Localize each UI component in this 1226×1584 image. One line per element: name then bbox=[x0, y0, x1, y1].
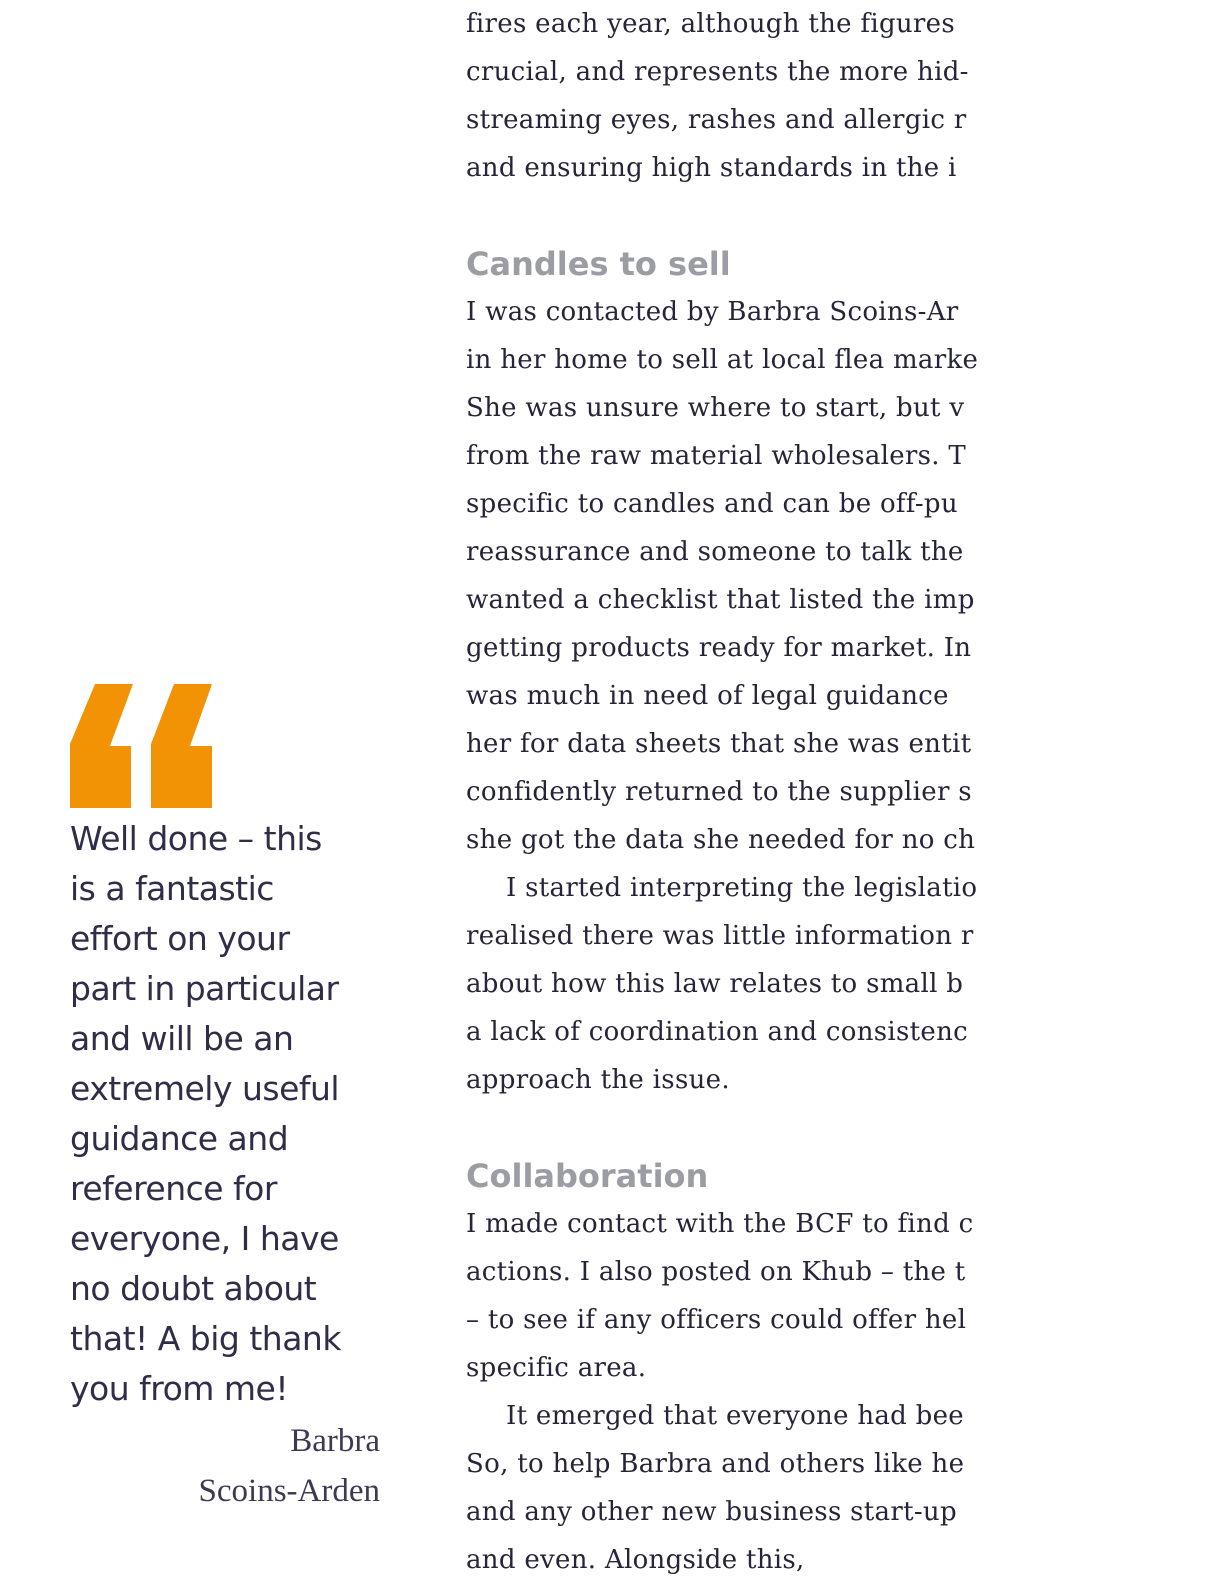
text-line: is a fantastic bbox=[70, 869, 274, 908]
text-line: Scoins-Arden bbox=[198, 1473, 380, 1509]
text-line: from the raw material wholesalers. T bbox=[466, 441, 967, 471]
text-line: actions. I also posted on Khub – the t bbox=[466, 1257, 966, 1287]
text-line: extremely useful bbox=[70, 1069, 340, 1108]
text-line: no doubt about bbox=[70, 1269, 317, 1308]
text-line: – to see if any officers could offer hel bbox=[466, 1305, 967, 1335]
text-line: It emerged that everyone had bee bbox=[506, 1401, 964, 1431]
testimonial-sidebar bbox=[70, 684, 380, 1516]
text-line: was much in need of legal guidance bbox=[466, 681, 949, 711]
intro-paragraph bbox=[466, 0, 1226, 192]
text-line: and any other new business start-up bbox=[466, 1497, 957, 1527]
text-line: fires each year, although the figures bbox=[466, 9, 955, 39]
text-line: Well done – this bbox=[70, 819, 322, 858]
text-line: realised there was little information r bbox=[466, 921, 974, 951]
paragraph-candles-2 bbox=[466, 864, 1226, 1104]
article-body bbox=[466, 0, 1024, 1575]
text-line: specific area. bbox=[466, 1353, 647, 1383]
text-line: getting products ready for market. In bbox=[466, 633, 972, 663]
section-heading-candles: Candles to sell bbox=[466, 245, 731, 283]
text-line: and even. Alongside this, bbox=[466, 1545, 805, 1575]
testimonial-author bbox=[70, 1416, 380, 1516]
text-line: reference for bbox=[70, 1169, 277, 1208]
text-line: and ensuring high standards in the i bbox=[466, 153, 957, 183]
text-line: I was contacted by Barbra Scoins-Ar bbox=[466, 297, 959, 327]
text-line: crucial, and represents the more hid- bbox=[466, 57, 969, 87]
paragraph-collaboration-2 bbox=[466, 1392, 1226, 1584]
section-heading-collaboration: Collaboration bbox=[466, 1157, 709, 1195]
text-line: guidance and bbox=[70, 1119, 289, 1158]
text-line: you from me! bbox=[70, 1369, 289, 1408]
text-line: everyone, I have bbox=[70, 1219, 339, 1258]
text-line: She was unsure where to start, but v bbox=[466, 393, 965, 423]
text-line: part in particular bbox=[70, 969, 339, 1008]
text-line: streaming eyes, rashes and allergic r bbox=[466, 105, 967, 135]
text-line: reassurance and someone to talk the bbox=[466, 537, 964, 567]
text-line: that! A big thank bbox=[70, 1319, 341, 1358]
testimonial-quote bbox=[70, 814, 380, 1414]
text-line: in her home to sell at local flea marke bbox=[466, 345, 979, 375]
text-line: and will be an bbox=[70, 1019, 294, 1058]
text-line: I made contact with the BCF to find c bbox=[466, 1209, 974, 1239]
text-line: I started interpreting the legislatio bbox=[506, 873, 978, 903]
text-line: So, to help Barbra and others like he bbox=[466, 1449, 965, 1479]
text-line: confidently returned to the supplier s bbox=[466, 777, 972, 807]
text-line: she got the data she needed for no ch bbox=[466, 825, 976, 855]
text-line: a lack of coordination and consistenc bbox=[466, 1017, 968, 1047]
paragraph-candles-1 bbox=[466, 288, 1226, 864]
paragraph-collaboration-1 bbox=[466, 1200, 1226, 1392]
text-line: approach the issue. bbox=[466, 1065, 730, 1095]
text-line: about how this law relates to small b bbox=[466, 969, 964, 999]
text-line: specific to candles and can be off-pu bbox=[466, 489, 958, 519]
text-line: wanted a checklist that listed the imp bbox=[466, 585, 975, 615]
quote-mark-icon bbox=[70, 684, 214, 810]
text-line: Barbra bbox=[290, 1423, 380, 1459]
text-line: her for data sheets that she was entit bbox=[466, 729, 972, 759]
text-line: effort on your bbox=[70, 919, 290, 958]
